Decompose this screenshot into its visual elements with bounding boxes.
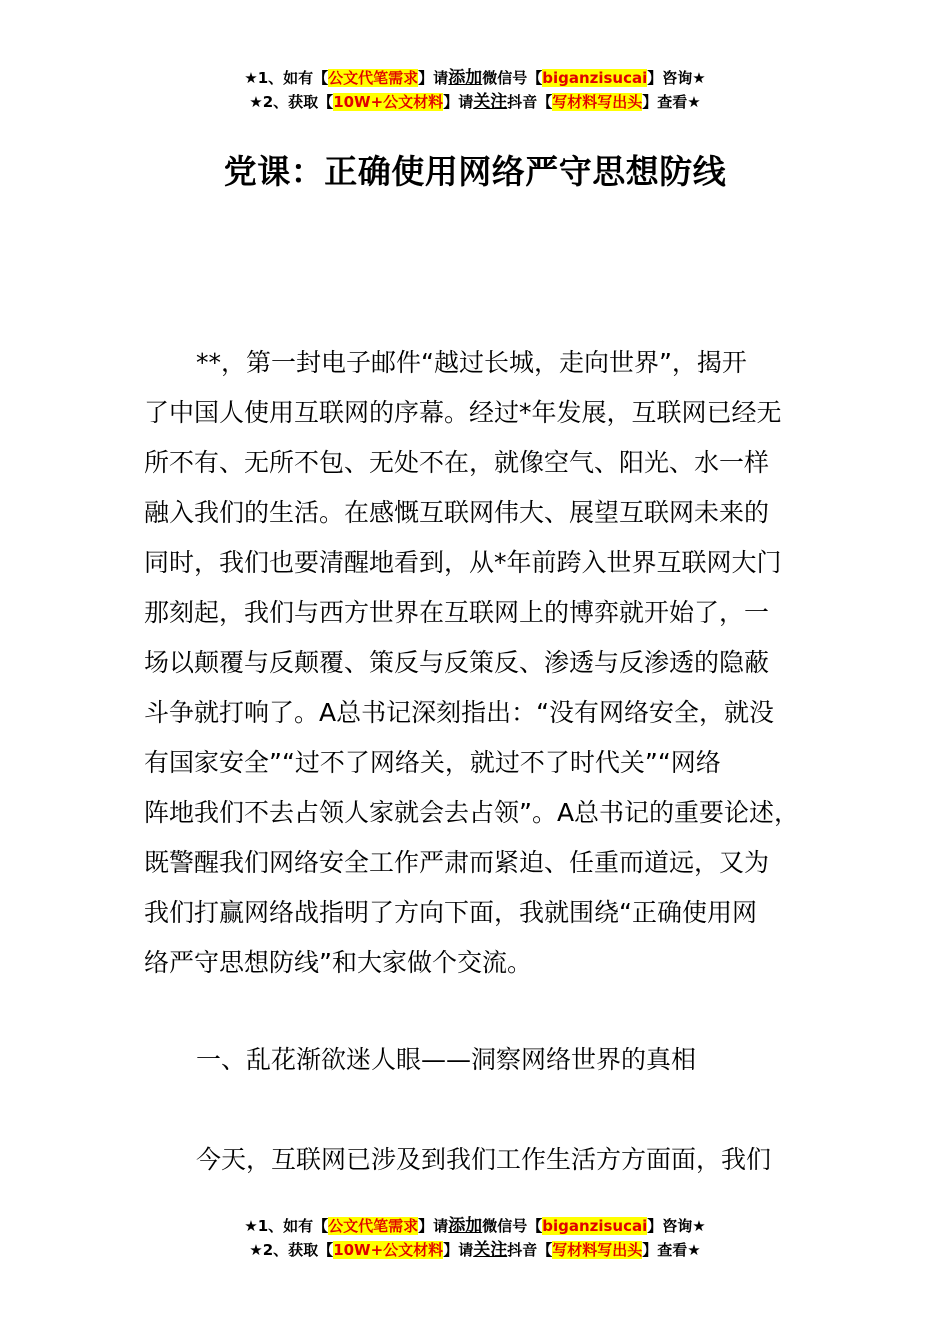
promo-highlight: 10W+公文材料 [333,93,444,111]
promo-text: 】请 [418,1217,449,1235]
promo-text: 】请 [418,69,449,87]
paragraph-line: 那刻起，我们与西方世界在互联网上的博弈就开始了，一 [144,598,770,627]
promo-footer-bottom [0,1214,950,1262]
promo-text: 】请 [443,93,474,111]
paragraph-line: 既警醒我们网络安全工作严肃而紧迫、任重而道远，又为 [144,848,770,877]
paragraph-line: 同时，我们也要清醒地看到，从*年前跨入世界互联网大门 [144,548,782,577]
paragraph-line: 阵地我们不去占领人家就会去占领”。A总书记的重要论述， [144,798,800,827]
paragraph-line: 络严守思想防线”和大家做个交流。 [144,948,532,977]
section-heading-text: 一、乱花渐欲迷人眼——洞察网络世界的真相 [196,1045,697,1074]
promo-text: 抖音【 [507,1241,553,1259]
document-title: 党课：正确使用网络严守思想防线 [223,152,727,191]
paragraph-intro [144,338,834,988]
promo-wechat-id: biganzisucai [542,1217,648,1235]
paragraph-line: 了中国人使用互联网的序幕。经过*年发展，互联网已经无 [144,398,782,427]
promo-text: ★2、获取【 [249,93,334,111]
promo-text: 】查看★ [642,1241,701,1259]
promo-header-top [0,66,950,114]
promo-text: 】请 [443,1241,474,1259]
promo-text: ★2、获取【 [249,1241,334,1259]
promo-text: 】咨询★ [647,69,706,87]
paragraph-line: 有国家安全”“过不了网络关，就过不了时代关”“网络 [144,748,721,777]
paragraph-section-1 [144,1135,834,1185]
paragraph-line: 所不有、无所不包、无处不在，就像空气、阳光、水一样 [144,448,770,477]
promo-text: ★1、如有【 [244,1217,329,1235]
promo-underlined: 添加 [448,1216,483,1236]
paragraph-line: 今天，互联网已涉及到我们工作生活方方面面，我们 [196,1145,772,1174]
promo-highlight: 公文代笔需求 [328,1217,419,1235]
promo-underlined: 关注 [473,1240,508,1260]
promo-underlined: 关注 [473,92,508,112]
promo-douyin-id: 写材料写出头 [552,93,643,111]
promo-douyin-id: 写材料写出头 [552,1241,643,1259]
paragraph-line: 场以颠覆与反颠覆、策反与反策反、渗透与反渗透的隐蔽 [144,648,770,677]
promo-highlight: 公文代笔需求 [328,69,419,87]
promo-line-2 [0,1238,950,1262]
promo-text: 】查看★ [642,93,701,111]
promo-text: 】咨询★ [647,1217,706,1235]
paragraph-line: 融入我们的生活。在感慨互联网伟大、展望互联网未来的 [144,498,770,527]
promo-line-1 [0,1214,950,1238]
paragraph-line: **，第一封电子邮件“越过长城，走向世界”，揭开 [196,348,747,377]
promo-line-1 [0,66,950,90]
promo-line-2 [0,90,950,114]
paragraph-line: 我们打赢网络战指明了方向下面，我就围绕“正确使用网 [144,898,757,927]
promo-text: 微信号【 [482,69,543,87]
paragraph-line: 斗争就打响了。A总书记深刻指出：“没有网络安全，就没 [144,698,775,727]
section-heading [144,1035,834,1085]
promo-underlined: 添加 [448,68,483,88]
promo-text: ★1、如有【 [244,69,329,87]
promo-text: 抖音【 [507,93,553,111]
promo-text: 微信号【 [482,1217,543,1235]
promo-highlight: 10W+公文材料 [333,1241,444,1259]
promo-wechat-id: biganzisucai [542,69,648,87]
